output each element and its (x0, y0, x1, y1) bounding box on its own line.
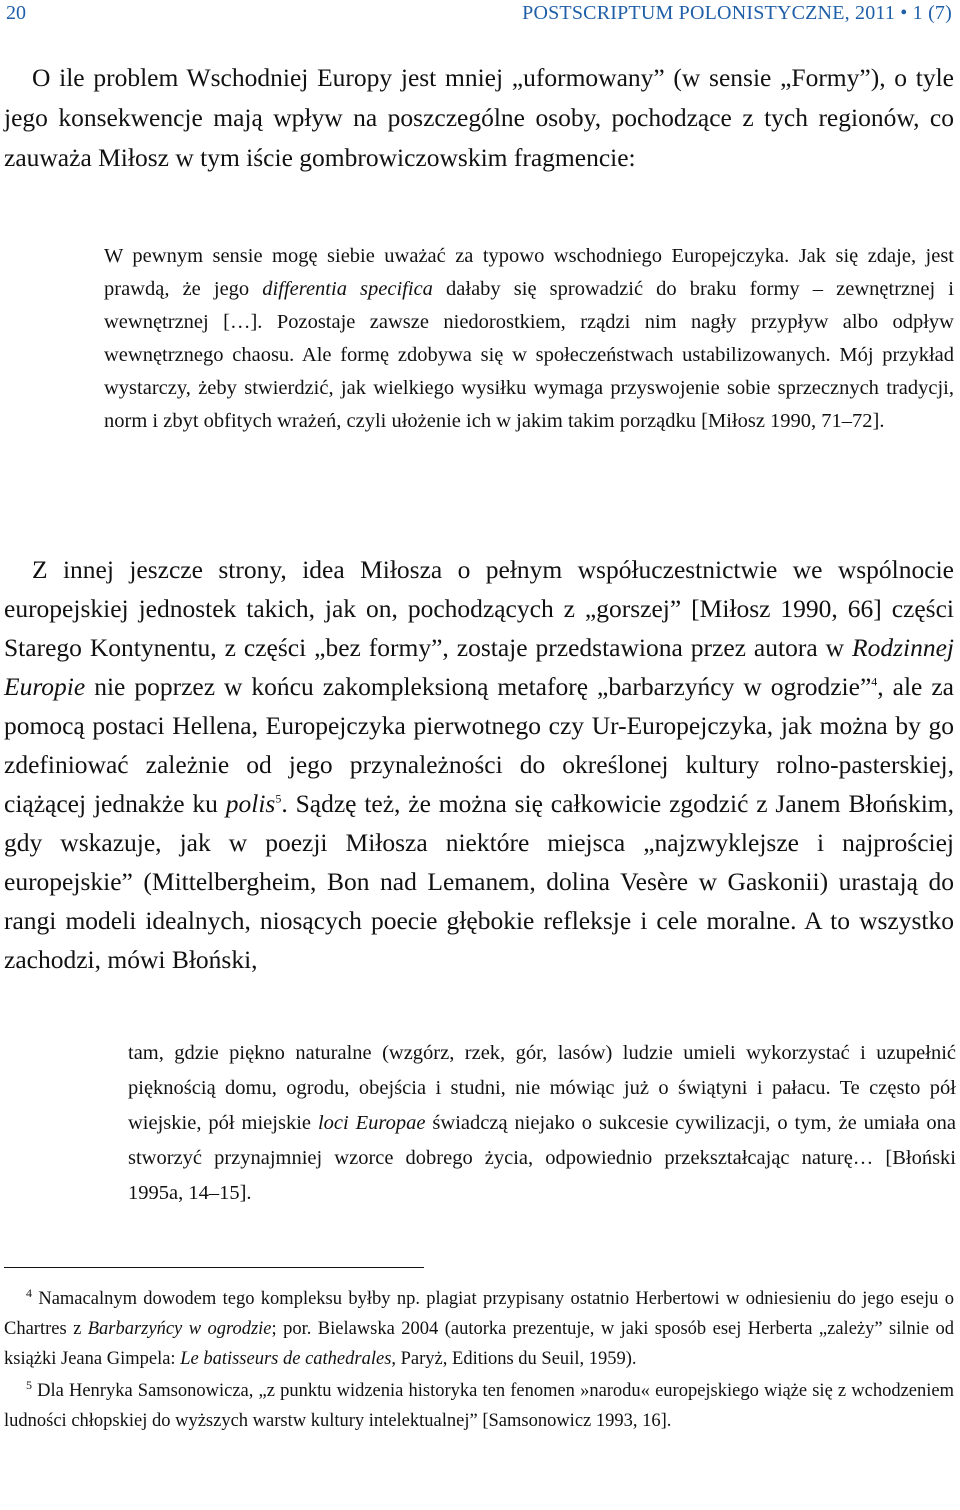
footnote-5 (4, 1376, 954, 1436)
block-quote-blonski (128, 1036, 956, 1211)
quote1-text-a: W pewnym sensie mogę siebie uważać za typowo wschodniego Europejczyka. Jak się zdaje, jest prawdą, że jego (104, 245, 954, 300)
running-head: POSTSCRIPTUM POLONISTYCZNE, 2011 • 1 (7) (522, 2, 952, 24)
footnote-italic: Le batisseurs de cathedrales (180, 1349, 392, 1369)
footnote-text: Namacalnym dowodem tego kompleksu byłby np. plagiat przypisany ostatnio Herbertowi w odniesieniu do jego eseju o Chartres z (4, 1289, 954, 1339)
para2-text-d: . Sądzę też, że można się całkowicie zgodzić z Janem Błońskim, gdy wskazuje, jak w poezji Miłosza niektóre miejsca „najzwyklejsze i najprościej europejskie” (Mittelbergheim, Bon nad Lemanem, dolina Vesère w Gaskonii) urastają do rangi modeli idealnych, niosących poecie głębokie refleksje i cele moralne. A to wszystko zachodzi, mówi Błoński, (4, 789, 954, 974)
para2-text-b: nie poprzez w końcu zakompleksioną metaforę „barbarzyńcy w ogrodzie” (85, 672, 872, 701)
footnote-text: , Paryż, Editions du Seuil, 1959). (391, 1349, 637, 1369)
para2-italic-polis: polis (225, 789, 276, 818)
footnote-4 (4, 1284, 954, 1374)
quote1-text-b: dałaby się sprowadzić do braku formy – zewnętrznej i wewnętrznej […]. Pozostaje zawsze niedorostkiem, rządzi nim nagły przypływ albo odpływ wewnętrznego chaosu. Ale formę zdobywa się w społeczeństwach ustabilizowanych. Mój przykład wystarczy, żeby stwierdzić, jak wielkiego wysiłku wymaga przyswojenie sobie sprzecznych tradycji, norm i zbyt obfitych wrażeń, czyli ułożenie ich w jakim takim porządku [Miłosz 1990, 71–72]. (104, 278, 954, 432)
para2-text-c: , ale za pomocą postaci Hellena, Europejczyka pierwotnego czy Ur-Europejczyka, jak można by go zdefiniować zależnie od jego przynależności do określonej kultury rolno-pasterskiej, ciążącej jednakże ku (4, 672, 954, 818)
footnotes (4, 1284, 954, 1438)
body-paragraph-1: O ile problem Wschodniej Europy jest mniej „uformowany” (w sensie „Formy”), o tyle jego konsekwencje mają wpływ na poszczególne osoby, pochodzące z tych regionów, co zauważa Miłosz w tym iście gombrowiczowskim fragmencie: (4, 63, 954, 172)
footnote-text: ; por. Bielawska 2004 (autorka prezentuje, w jaki sposób esej Herberta „zależy” silnie od książki Jeana Gimpela: (4, 1319, 955, 1369)
page-header (0, 0, 960, 30)
quote1-italic-term: differentia specifica (262, 278, 433, 300)
quote2-text-b: świadczą niejako o sukcesie cywilizacji, o tym, że umiała ona stworzyć przynajmniej wzorce dobrego życia, odpowiednio przekształcając naturę… [Błoński 1995a, 14–15]. (128, 1112, 956, 1204)
footnote-ref-4[interactable]: 4 (871, 674, 878, 689)
quote2-text-a: tam, gdzie piękno naturalne (wzgórz, rzek, gór, lasów) ludzie umieli wykorzystać i uzupełnić pięknością domu, ogrodu, obejścia i studni, nie mówiąc już o świątyni i pałacu. Te często pół wiejskie, pół miejskie (128, 1042, 956, 1134)
footnote-text: Dla Henryka Samsonowicza, „z punktu widzenia historyka ten fenomen »narodu« europejskiego wiąże się z wchodzeniem ludności chłopskiej do wyższych warstw kultury intelektualnej” [Samsonowicz 1993, 16]. (4, 1381, 954, 1431)
quote2-italic-loci: loci Europae (317, 1112, 426, 1134)
body-paragraph-2 (4, 550, 954, 979)
footnote-divider (4, 1267, 424, 1268)
page-number: 20 (6, 2, 26, 24)
footnote-ref-5[interactable]: 5 (275, 791, 282, 806)
footnote-number: 4 (26, 1285, 32, 1300)
footnote-italic: Barbarzyńcy w ogrodzie (87, 1319, 272, 1339)
para2-italic-title: Rodzinnej Europie (4, 633, 954, 701)
block-quote-milosz (104, 240, 954, 438)
footnote-number: 5 (26, 1377, 32, 1392)
para2-text-a: Z innej jeszcze strony, idea Miłosza o pełnym współuczestnictwie we wspólnocie europejskiej jednostek takich, jak on, pochodzących z „gorszej” [Miłosz 1990, 66] części Starego Kontynentu, z części „bez formy”, zostaje przedstawiona przez autora w (4, 555, 954, 662)
